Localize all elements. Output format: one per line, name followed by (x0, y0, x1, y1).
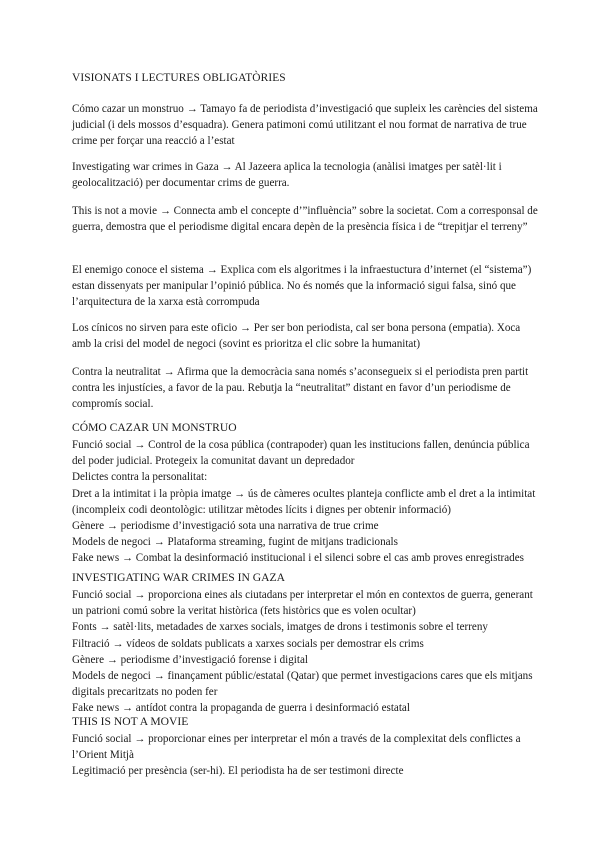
intro-paragraph: Cómo cazar un monstruo → Tamayo fa de periodista d’investigació que supleix les carències del sistema judicial (i dels mossos d’esquadra). Genera patimoni comú utilitzant el nou format de narrativa de true crime per forçar una reacció a l’estat (72, 103, 538, 148)
intro-paragraph: Los cínicos no sirven para este oficio → Per ser bon periodista, cal ser bona persona (empatia). Xoca amb la crisi del model de negoci (sovint es prioritza el clic sobre la humanitat) (72, 322, 521, 351)
section-line: Funció social → proporcionar eines per interpretar el món a través de la complexitat dels conflictes a l’Orient Mitjà (72, 733, 521, 762)
intro-paragraph: El enemigo conoce el sistema → Explica com els algoritmes i la infraestuctura d’internet (el “sistema”) estan dissenyats per manipular l’opinió pública. No és només que la informació sigui falsa, sinó que l’arquitectura de la xarxa està corrompuda (72, 264, 532, 309)
section-line: Models de negoci → Plataforma streaming, fugint de mitjans tradicionals (72, 536, 398, 549)
intro-paragraph: This is not a movie → Connecta amb el concepte d’”influència” sobre la societat. Com a corresponsal de guerra, demostra que el periodisme digital encara depèn de la presència física i de “trepitjar el terreny” (72, 205, 538, 234)
document-title: VISIONATS I LECTURES OBLIGATÒRIES (72, 72, 286, 84)
section-this-is-not-a-movie (72, 714, 542, 780)
section-investigating-war-crimes (72, 570, 542, 717)
section-line: Dret a la intimitat i la pròpia imatge → ús de càmeres ocultes planteja conflicte amb el dret a la intimitat (incompleix codi deontològic: utilitzar mètodes lícits i dignes per obtenir informació) (72, 487, 536, 516)
section-line: Funció social → Control de la cosa pública (contrapoder) quan les institucions fallen, denúncia pública del poder judicial. Protegeix la comunitat davant un depredador (72, 439, 530, 468)
section-line: Delictes contra la personalitat: (72, 471, 208, 484)
section-line: Gènere → periodisme d’investigació sota una narrativa de true crime (72, 520, 379, 533)
section-heading: INVESTIGATING WAR CRIMES IN GAZA (72, 571, 285, 584)
intro-paragraph: Contra la neutralitat → Afirma que la democràcia sana només s’aconsegueix si el periodista pren partit contra les injustícies, a favor de la pau. Rebutja la “neutralitat” distant en favor d’un periodisme de compromís social. (72, 366, 529, 411)
section-line: Funció social → proporciona eines als ciutadans per interpretar el món en contextos de guerra, generant un patrioni comú sobre la veritat històrica (fets històrics que es volen ocultar) (72, 589, 533, 618)
section-como-cazar-un-monstruo (72, 420, 542, 567)
section-line: Fake news → antídot contra la propaganda de guerra i desinformació estatal (72, 702, 410, 715)
intro-paragraph: Investigating war crimes in Gaza → Al Jazeera aplica la tecnologia (anàlisi imatges per satèl·lit i geolocalització) per documentar crims de guerra. (72, 161, 502, 190)
section-line: Models de negoci → finançament públic/estatal (Qatar) que permet investigacions cares que els mitjans digitals precaritzats no poden fer (72, 670, 533, 699)
section-line: Filtració → vídeos de soldats publicats a xarxes socials per demostrar els crims (72, 637, 424, 650)
section-line: Fake news → Combat la desinformació institucional i el silenci sobre el cas amb proves enregistrades (72, 552, 524, 565)
section-heading: THIS IS NOT A MOVIE (72, 715, 189, 728)
section-heading: CÓMO CAZAR UN MONSTRUO (72, 421, 237, 434)
section-line: Fonts → satèl·lits, metadades de xarxes socials, imatges de drons i testimonis sobre el terreny (72, 621, 488, 634)
section-line: Legitimació per presència (ser-hi). El periodista ha de ser testimoni directe (72, 765, 404, 778)
section-line: Gènere → periodisme d’investigació forense i digital (72, 653, 308, 666)
